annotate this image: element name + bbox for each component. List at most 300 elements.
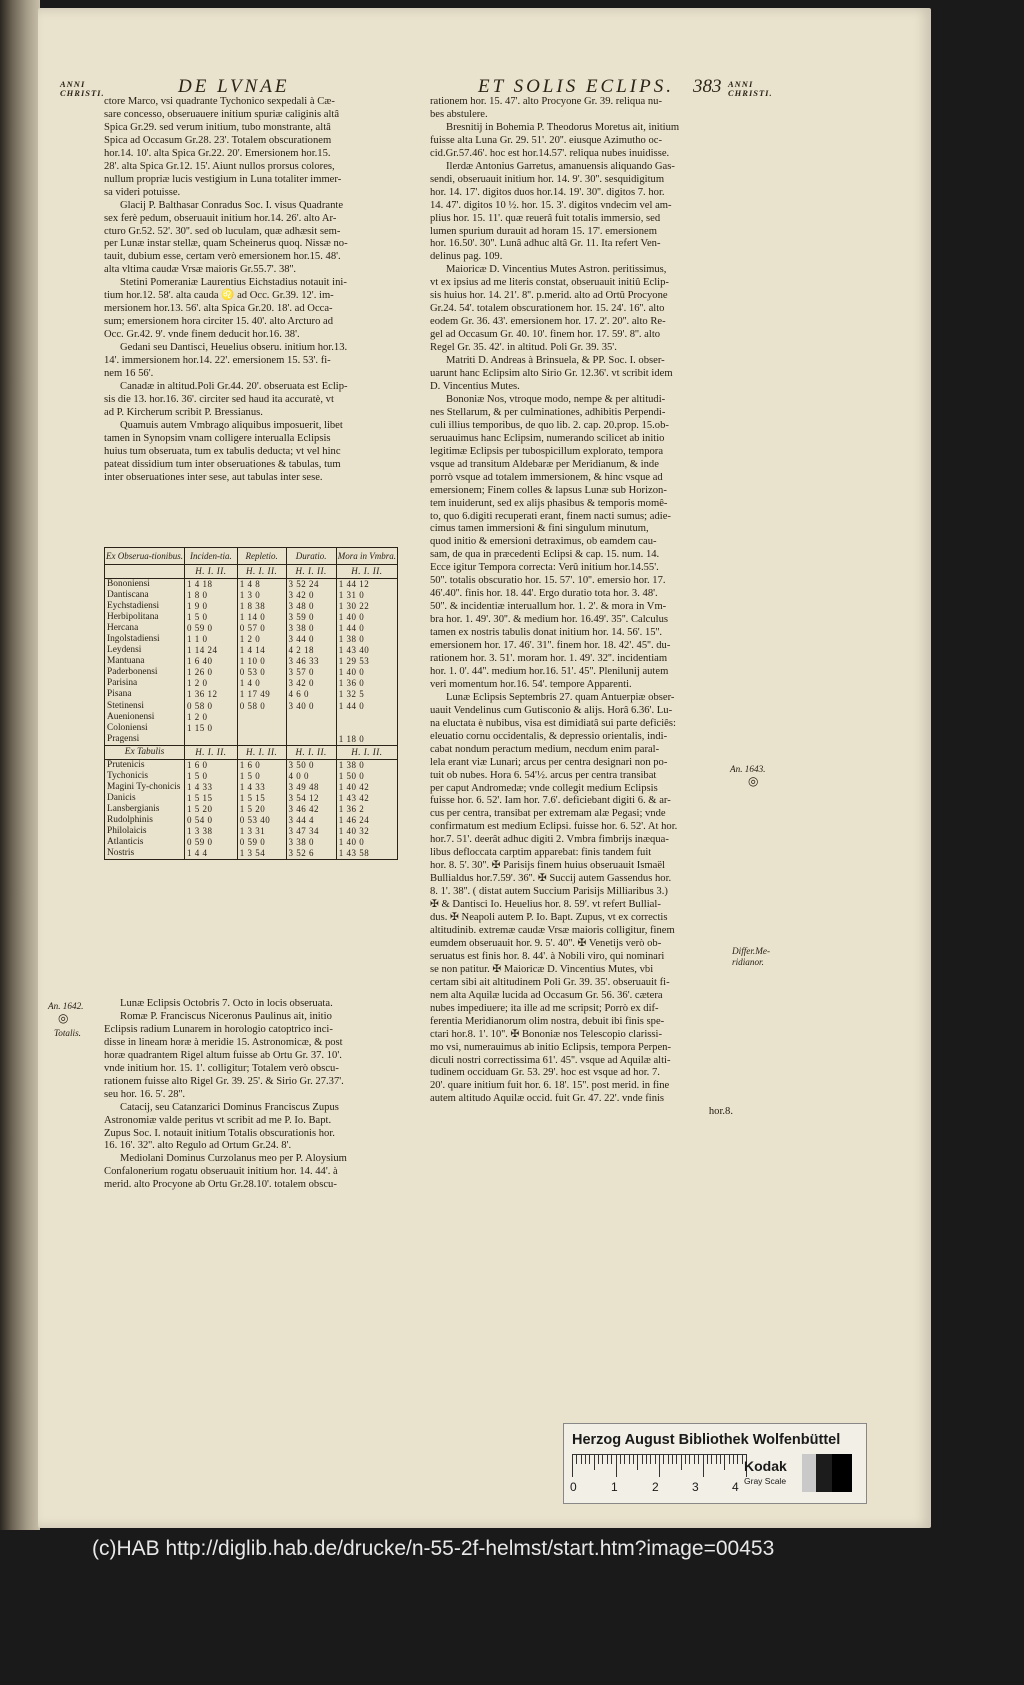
table-cell-value: 1 29 53 [338,656,370,667]
table-row [105,782,397,793]
text-line: se non patitur. ✠ Maioricæ D. Vincentius Mutes, vbi [430,963,654,975]
text-line: legitimæ Eclipsis per tubospicillum explorato, tempora [430,445,664,457]
table-cell-place: Coloniensi [105,723,185,734]
table-cell-value: 1 46 24 [338,814,370,825]
text-line: libus defloccata carptim apparebat: finis tandem fuit [430,847,652,859]
text-line: disse in lineam horæ à meridie 15. Astronomicæ, & post [104,1036,343,1048]
table-section-label [105,565,185,579]
table-row [105,701,397,712]
table-cell-value: 1 3 31 [237,826,286,837]
ruler-tick [689,1455,690,1464]
table-cell-value: 3 52 6 [286,848,336,859]
table-cell-value: 4 6 0 [286,689,336,700]
table-cell-value: 3 38 0 [286,623,336,634]
table-cell-value: 1 36 2 [338,803,365,814]
table-cell-value: 3 44 4 [286,815,336,826]
table-cell-place: Eychstadiensi [105,601,185,612]
table-cell-place: Stetinensi [105,701,185,712]
footer-url: (c)HAB http://diglib.hab.de/drucke/n-55-2f-helmst/start.htm?image=00453 [92,1537,775,1560]
table-cell-place: Mantuana [105,656,185,667]
table-cell-value: 3 47 34 [286,826,336,837]
text-line: tuit ob nubes. Hora 6. 54'½. arcus per centra transibat [430,769,657,781]
text-line: ctari hor.8. 1'. 10''. ✠ Bononiæ nos Telescopio clarissi- [430,1028,662,1040]
table-row [105,579,397,591]
table-cell-value: 1 5 20 [237,804,286,815]
table-row [105,815,397,826]
text-line: na eluctata è nubibus, visa est dimidiatâ sui parte deficiês: [430,717,676,729]
text-line: cus per centra, transibat per extremam alæ Pegasi; vnde [430,808,666,820]
table-cell-value: 1 40 0 [338,612,365,623]
text-line: veri momentum hor.16. 54'. tempore Apparenti. [430,678,632,690]
table-cell-place: Pragensi [105,734,185,746]
ruler-tick [733,1455,734,1464]
text-line: Mediolani Dominus Curzolanus meo per P. Aloysium [120,1153,347,1165]
header-repletio: Repletio. [237,548,286,565]
text-line: alta vltima caudæ Vrsæ maioris Gr.55.7'. 38''. [104,264,297,276]
text-line: autem altitudo Aquilæ occid. fuit Gr. 47. 22'. vnde finis [430,1093,665,1105]
table-row [105,612,397,623]
text-line: 20'. quare initium fuit hor. 6. 18'. 15''. post merid. in fine [430,1080,670,1092]
table-row [105,645,397,656]
ruler-tick [720,1455,721,1464]
table-row [105,590,397,601]
table-cell-place: Bononiensi [105,579,185,591]
ruler-number-1: 1 [611,1480,618,1494]
text-line: Matriti D. Andreas à Brinsuela, & PP. Soc. I. obser- [446,355,665,367]
text-line: 50''. totalis obscuratio hor. 15. 57'. 10''. emersio hor. 17. [430,575,666,587]
text-line: Occ. Gr.42. 9'. vnde finem deducit hor.16. 38'. [104,329,300,341]
table-cell-value: 1 26 0 [185,667,238,678]
ruler-tick [707,1455,708,1464]
text-line: hor. 1. 0'. 44''. medium hor.16. 51'. 45''. Plenilunij autem [430,665,669,677]
text-line: plius hor. 15. 11'. quæ reuerâ fuit totalis immersio, sed [430,212,661,224]
eclipse-symbol-icon-2: ◎ [748,774,759,788]
table-cell-value [237,712,286,723]
text-line: nem 16 56'. [104,368,154,380]
text-line: certam sibi ait altitudinem Poli Gr. 39. 35'. obseruauit fi- [430,976,670,988]
ruler-tick [724,1455,725,1470]
text-line: Eclipsis radium Lunarem in horologio catoptrico inci- [104,1023,333,1035]
table-cell-value: 1 3 54 [237,848,286,859]
table-cell-value: 1 8 38 [237,601,286,612]
table-row [105,759,397,771]
table-cell-place: Hercana [105,623,185,634]
table-cell-place: Paderbonensi [105,667,185,678]
text-line: ferentia Meridianorum olim nostra, debuit ibi finis spe- [430,1015,665,1027]
ruler-tick [637,1455,638,1470]
text-line: inter obseruationes inter sese, aut tabulas inter sese. [104,471,323,483]
running-head-right: ET SOLIS ECLIPS. [478,76,674,97]
table-cell-value: 0 57 0 [237,623,286,634]
text-line: Lunæ Eclipsis Octobris 7. Octo in locis obseruata. [120,998,333,1009]
table-cell-value: 1 6 0 [237,759,286,771]
text-line: tamen ex nostris tabulis donat initium hor. 14. 56'. 15''. [430,627,663,639]
text-line: sendi, obseruauit initium hor. 14. 9'. 30''. sesquidigitum [430,173,665,185]
eclipse-symbol-icon: ◎ [58,1011,69,1025]
text-line: sis huius hor. 14. 21'. 8''. p.merid. alto ad Ortû Procyone [430,290,668,302]
text-line: merid. alto Procyone ab Ortu Gr.28.10'. totalem obscu- [104,1179,337,1191]
text-line: Quamuis autem Vmbrago aliquibus imposuerit, libet [120,419,343,431]
text-line: Spica Gr.29. sed verum initium, tubo monstrante, altâ [104,121,331,133]
text-line: Zupus Soc. I. notauit initium Totalis obscurationis hor. [104,1127,335,1139]
text-line: cid.Gr.57.46'. hoc est hor.14.57'. reliqua nubes inuidisse. [430,147,670,159]
ruler-number-0: 0 [570,1480,577,1494]
text-line: tium hor.12. 58'. alta cauda ♌ ad Occ. Gr.39. 12'. im- [104,290,334,302]
text-line: Glacij P. Balthasar Conradus Soc. I. visus Quadrante [120,199,344,211]
ruler-tick [633,1455,634,1464]
table-unit-cell: H. I. II. [286,745,336,759]
kodak-logo: Kodak [744,1458,787,1474]
gray-swatch-black [832,1454,852,1492]
table-cell-value: 1 8 0 [185,590,238,601]
table-unit-cell: H. I. II. [286,565,336,579]
ruler-tick [581,1455,582,1464]
text-line: hor.8. [708,1106,733,1118]
table-header-row [105,548,397,565]
table-cell-place: Rudolphinis [105,815,185,826]
table-cell-value: 1 40 0 [338,667,365,678]
text-line: tauit, dubium esse, certam verò emersionem hor.15. 48'. [104,251,341,263]
text-line: eodem Gr. 36. 43'. emersionem hor. 17. 2'. 20''. alto Re- [430,316,666,328]
table-cell-value: 3 57 0 [286,667,336,678]
table-cell-value: 1 4 8 [237,579,286,591]
text-line: altitudinib. extremæ caudæ Vrsæ maioris colligitur, finem [430,925,675,936]
ruler-number-3: 3 [692,1480,699,1494]
table-cell-value [237,734,286,746]
text-line: porrò vsque ad totalem immersionem, & hinc vsque ad [430,471,663,483]
text-line: horæ quadrantem Rigel altum fuisse ab Ortu Gr. 37. 10'. [104,1049,342,1061]
text-line: Gr.24. 54'. totalem obscurationem hor. 15. 24'. 16''. alto [430,303,665,315]
text-line: diculi nostri correctissima 61'. 45''. vsque ad Aquilæ alti- [430,1054,671,1066]
text-line: 14. 47'. digitos 10 ½. hor. 15. 3'. digitos vndecim vel am- [430,199,672,211]
gray-swatch-light [802,1454,816,1492]
ruler-tick [616,1455,617,1477]
table-cell-value: 3 42 0 [286,678,336,689]
text-line: hor.7. 51'. deerât adhuc digiti 2. Vmbra fimbrijs inæqua- [430,834,669,846]
table-cell-value: 3 59 0 [286,612,336,623]
table-cell-value: 1 18 0 [338,733,365,744]
table-cell-value: 0 59 0 [237,837,286,848]
text-line: emersionem hor. 17. 46'. 31''. finem hor. 18. 42'. 45''. du- [430,640,671,652]
ruler-tick [629,1455,630,1464]
text-line: pateat dissidium tum inter obseruationes & tabulas, tum [104,458,341,470]
ruler-tick [572,1455,573,1477]
text-line: Ecce igitur Tempora correcta: Verû initium hor.14.55'. [430,562,659,574]
table-cell-value [237,723,286,734]
table-cell-value: 1 14 0 [237,612,286,623]
table-row [105,837,397,848]
text-line: hor. 16.50'. 30''. Lunâ adhuc altâ Gr. 11. Ita refert Ven- [430,238,661,250]
text-line: tudinem occiduam Gr. 53. 29'. hoc est vsque ad hor. 7. [430,1067,660,1079]
text-line: Maioricæ D. Vincentius Mutes Astron. peritissimus, [446,264,667,276]
text-line: mersionem hor.13. 56'. alta Spica Gr.20. 18'. ad Occa- [104,303,333,315]
table-cell-place: Nostris [105,848,185,859]
ruler-tick [576,1455,577,1464]
text-line: hor. 14. 17'. digitos duos hor.14. 19'. 30''. digitos 7. hor. [430,186,665,198]
table-cell-value: 1 10 0 [237,656,286,667]
text-line: emersionem; Finem colles & lapsus Lunæ sub Horizon- [430,484,667,496]
table-cell-value: 0 58 0 [185,701,238,712]
table-cell-value: 1 9 0 [185,601,238,612]
margin-totalis: Totalis. [54,1028,81,1038]
header-mora: Mora in Vmbra. [336,548,397,565]
text-line: eumdem obseruauit hor. 9. 5'. 40''. ✠ Venetijs verò ob- [430,937,662,949]
table-cell-place: Auenionensi [105,712,185,723]
text-line: Regel Gr. 35. 42'. in altitud. Poli Gr. 39. 35'. [430,342,617,354]
table-row [105,734,397,746]
table-cell-value: 1 38 0 [338,634,365,645]
table-cell-value: 1 2 0 [185,678,238,689]
table-cell-value: 1 17 49 [237,689,286,700]
margin-year-1643: An. 1643. [730,764,766,774]
table-cell-place: Tychonicis [105,771,185,782]
table-cell-value: 1 36 12 [185,689,238,700]
text-line: sa videri potuisse. [104,186,181,198]
text-line: huius tum obseruata, tum ex tabulis deducta; vt vel hinc [104,445,341,457]
text-line: tem inuiderunt, sed ex alijs phasibus & temporis momê- [430,497,668,509]
ruler-number-4: 4 [732,1480,739,1494]
table-cell-place: Prutenicis [105,759,185,771]
table-row [105,601,397,612]
ruler-tick [698,1455,699,1464]
table-cell-value [336,712,397,723]
text-line: Canadæ in altitud.Poli Gr.44. 20'. obseruata est Eclip- [120,380,348,392]
text-line: per Lunæ instar stellæ, quam Scheinerus quoq. Nissæ no- [104,238,348,250]
text-line: lumen spurium durauit ad horam 15. 17'. emersionem [430,225,657,237]
table-cell-value: 1 3 0 [237,590,286,601]
text-line: fuisse alta Luna Gr. 29. 51'. 20''. eiusque Azimutho oc- [430,134,662,146]
text-line: Confalonerium rogatu obseruauit initium hor. 14. 44'. à [104,1166,338,1178]
table-cell-place: Dantiscana [105,590,185,601]
ruler-tick [668,1455,669,1464]
table-cell-value: 1 40 42 [338,781,370,792]
table-cell-value: 3 40 0 [286,701,336,712]
table-cell-value: 3 54 12 [286,793,336,804]
left-column-bottom [104,998,406,1192]
table-unit-cell: H. I. II. [237,745,286,759]
table-cell-value: 1 2 0 [237,634,286,645]
table-cell-value [286,712,336,723]
table-row [105,826,397,837]
text-line: ad P. Kircherum scribit P. Bressianus. [104,406,263,418]
text-line: delinus pag. 109. [430,251,503,263]
table-row [105,689,397,700]
header-observations: Ex Obserua-tionibus. [105,548,185,565]
text-line: nubes impediuere; ita ille ad me scripsit; Porrò ex dif- [430,1002,659,1014]
table-cell-value: 1 6 0 [185,759,238,771]
table-cell-value: 1 44 0 [338,623,365,634]
table-cell-place: Danicis [105,793,185,804]
ruler-tick [703,1455,704,1477]
table-row [105,623,397,634]
table-cell-value: 1 43 42 [338,792,370,803]
table-cell-value: 1 4 0 [237,678,286,689]
table-cell-value: 1 4 33 [237,782,286,793]
ruler-tick [681,1455,682,1470]
text-line: nullum propriæ lucis vestigium in Luna totaliter immer- [104,173,342,185]
text-line: culi illius temporibus, de quo lib. 2. cap. 20.prop. 15.ob- [430,419,669,431]
table-unit-cell: H. I. II. [336,565,397,579]
ruler-tick [663,1455,664,1464]
ruler-tick [602,1455,603,1464]
ruler-tick [646,1455,647,1464]
table-cell-value: 1 5 20 [185,804,238,815]
text-line: sis die 13. hor.16. 36'. circiter sed haud ita accuratè, vt [104,393,334,405]
text-line: cimus tamen immersioni & fini singulum minutum, [430,523,649,535]
table-row [105,656,397,667]
ruler-tick [594,1455,595,1470]
table-cell-value: 3 46 33 [286,656,336,667]
ruler-tick [642,1455,643,1464]
library-color-scale-stamp [563,1423,867,1504]
text-line: confirmatum est medium Eclipsi. fuisse hor. 6. 52'. At hor. [430,821,678,833]
table-cell-value [185,734,238,746]
text-line: ctore Marco, vsi quadrante Tychonico sexpedali à Cæ- [104,96,335,107]
table-cell-value: 1 5 15 [185,793,238,804]
text-line: mo vsi, numerauimus ab initio Eclipsis, tempora Perpen- [430,1041,671,1053]
table-cell-value: 1 4 14 [237,645,286,656]
text-line: seu hor. 16. 5'. 28''. [104,1088,186,1100]
header-duratio: Duratio. [286,548,336,565]
ruler-tick [742,1455,743,1464]
table-cell-value: 0 54 0 [185,815,238,826]
margin-differ-meridianorum: Differ.Me-ridianor. [732,946,771,967]
ruler-tick [598,1455,599,1464]
table-cell-value: 1 5 15 [237,793,286,804]
table-cell-value: 1 40 0 [338,837,365,848]
text-line: Stetini Pomeraniæ Laurentius Eichstadius notauit ini- [120,277,347,289]
table-unit-cell: H. I. II. [185,565,238,579]
text-line: vnde initium hor. 15. 1'. colligitur; Totalem verò obscu- [104,1062,339,1074]
table-cell-value: 3 52 24 [286,579,336,591]
text-line: Spica ad Occasum Gr.28. 23'. Totalem obscurationem [104,134,332,146]
ruler-tick [676,1455,677,1464]
text-line: sare concesso, obseruauere initium spuriæ caliginis altâ [104,108,340,120]
book-page [38,8,931,1528]
text-line: 50''. & incidentiæ interuallum hor. 1. 2'. & mora in Vm- [430,601,667,613]
margin-year-1642: An. 1642. [48,1001,84,1011]
table-cell-value: 1 50 0 [338,770,365,781]
text-line: tamen in Synopsim vnam colligere interualla Eclipsis [104,432,331,444]
gray-swatch-dark [816,1454,832,1492]
text-line: to, quo 6.digiti recuperati erant, finem nacti sumus; adie- [430,510,671,522]
table-cell-value: 1 2 0 [185,712,238,723]
text-line: gel ad Occasum Gr. 40. 10'. finem hor. 17. 59'. 8''. alto [430,329,661,341]
table-cell-value: 1 5 0 [185,771,238,782]
text-line: Ilerdæ Antonius Garretus, amanuensis aliquando Gas- [446,160,675,172]
text-line: Bullialdus hor.7.59'. 36''. ✠ Succij autem Gassendus hor. [430,873,672,885]
text-line: 8. 1'. 38''. ( distat autem Succium Parisijs Milliaribus 3.) [430,886,668,898]
text-line: 28'. alta Spica Gr.12. 15'. Aiunt nullos prorsus colores, [104,160,335,172]
table-cell-value: 3 49 48 [286,782,336,793]
running-head-left: DE LVNAE [178,76,290,97]
text-line: rationem fuisse alto Rigel Gr. 39. 25'. & Sirio Gr. 27.37'. [104,1075,344,1087]
table-cell-value: 3 44 0 [286,634,336,645]
table-cell-value: 1 36 0 [338,678,365,689]
table-cell-value: 1 43 58 [338,848,370,859]
footer-bar [0,1534,953,1568]
left-column-top [104,96,406,485]
table-cell-value: 0 53 40 [237,815,286,826]
text-line: 46'.40''. finis hor. 18. 44'. Ergo duratio tota hor. 3. 48'. [430,588,658,600]
ruler-tick [659,1455,660,1477]
ruler-tick [685,1455,686,1464]
table-section-label: Ex Tabulis [105,745,185,759]
table-cell-value [286,734,336,746]
text-line: Astronomiæ valde peritus vt scribit ad me P. Io. Bapt. [104,1114,332,1126]
table-cell-value: 1 3 38 [185,826,238,837]
table-row [105,793,397,804]
text-line: Romæ P. Franciscus Niceronus Paulinus ait, initio [120,1010,332,1022]
text-line: Gedani seu Dantisci, Heuelius obseru. initium hor.13. [120,342,348,354]
text-line: cabat nondum peractum medium, necdum enim paral- [430,743,660,755]
ruler-tick [737,1455,738,1464]
text-line: nem alta Aquilæ lucida ad Occasum Gr. 56. 36'. cætera [430,989,663,1001]
stamp-title: Herzog August Bibliothek Wolfenbüttel [572,1432,841,1448]
text-line: uauit Vendelinus cum Gutisconio & alijs. Horâ 6.36'. Lu- [430,704,673,716]
table-cell-value: 1 5 0 [237,771,286,782]
text-line: nes Stellarum, & per culminationes, adhibitis Perpendi- [430,406,666,418]
ruler-tick [611,1455,612,1464]
table-cell-value [336,723,397,734]
ruler-tick [620,1455,621,1464]
ruler-tick [729,1455,730,1464]
text-line: Catacij, seu Catanzarici Dominus Franciscus Zupus [120,1101,339,1113]
header-incidentia: Inciden-tia. [185,548,238,565]
ruler-tick [655,1455,656,1464]
table-cell-place: Philolaicis [105,826,185,837]
running-head-right-small: ANNI CHRISTI. [728,79,773,98]
table-row [105,712,397,723]
table-cell-place: Leydensi [105,645,185,656]
text-line: bes abstulere. [430,108,488,120]
ruler-tick [672,1455,673,1464]
table-cell-value: 3 38 0 [286,837,336,848]
eclipse-synopsis-table [104,547,398,860]
page-number: 383 [693,76,722,97]
table-cell-value: 1 4 4 [185,848,238,859]
text-line: quod initio & emersioni detraximus, ob eamdem cau- [430,536,657,548]
table-cell-value: 1 4 18 [185,579,238,591]
text-line: vsque ad transitum Aldebaræ per Meridianum, & inde [430,458,659,470]
text-line: hor. 8. 5'. 30''. ✠ Parisijs finem huius obseruauit Ismaël [430,860,665,872]
table-cell-value: 0 59 0 [185,837,238,848]
table-unit-cell: H. I. II. [336,745,397,759]
table-cell-place: Parisina [105,678,185,689]
ruler-tick [585,1455,586,1464]
text-line: rationem hor. 3. 51'. moram hor. 1. 49'. 32''. incidentiam [430,652,668,664]
table-cell-value: 1 14 24 [185,645,238,656]
ruler-tick [694,1455,695,1464]
text-line: bra hor. 1. 49'. 30''. & medium hor. 16.49'. 35''. Calculus [430,614,669,626]
right-column [430,96,733,1119]
table-unit-cell: H. I. II. [237,565,286,579]
table-cell-place: Atlanticis [105,837,185,848]
table-cell-place: Ingolstadiensi [105,634,185,645]
ruler-tick [716,1455,717,1464]
text-line: rationem hor. 15. 47'. alto Procyone Gr. 39. reliqua nu- [430,96,662,107]
table-row [105,848,397,859]
text-line: seruatus est finis hor. 8. 44'. à Nobili viro, qui nominari [430,950,665,962]
text-line: Bononiæ Nos, vtroque modo, nempe & per altitudi- [446,393,666,405]
table-cell-value: 0 58 0 [237,701,286,712]
table-unit-row [105,565,397,579]
text-line: hor.14. 10'. alta Spica Gr.22. 20'. Emersionem hor.15. [104,147,331,159]
table-cell-value: 3 42 0 [286,590,336,601]
table-cell-value: 1 31 0 [338,590,365,601]
table-cell-value: 1 6 40 [185,656,238,667]
text-line: Bresnitij in Bohemia P. Theodorus Moretus ait, initium [446,121,680,133]
